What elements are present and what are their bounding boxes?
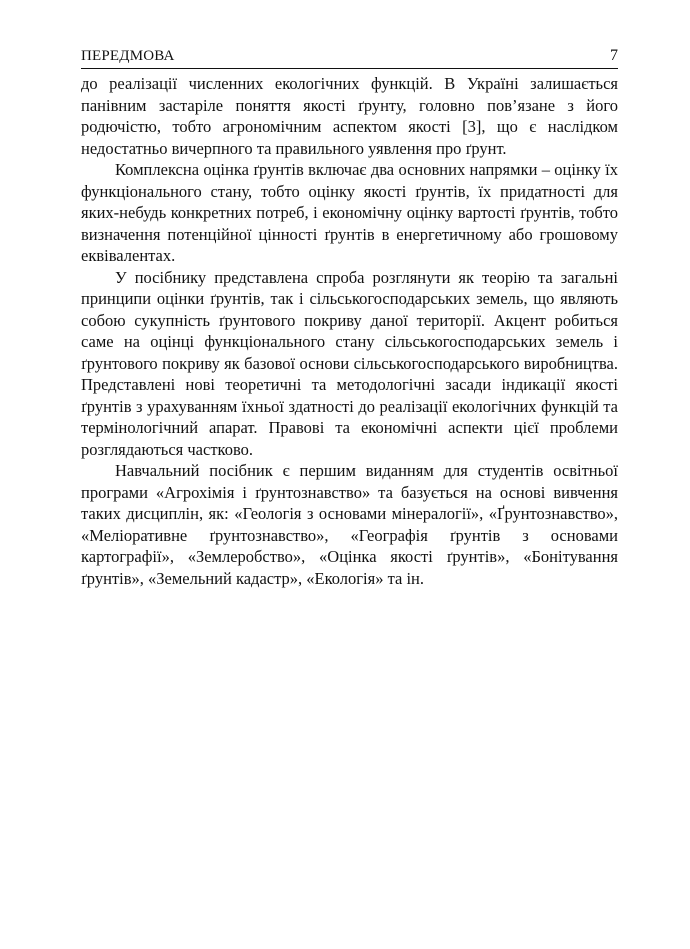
paragraph-continuation: до реалізації численних екологічних функцій. В Україні залишається панівним застаріле поняття якості ґрунту, головно пов’язане з його родючістю, тобто агрономічним аспектом якості [3], що є наслідком недостатньо вичерпного та правильного уявлення про ґрунт. <box>81 74 618 158</box>
paragraph-course-basis: Навчальний посібник є першим виданням для студентів освітньої програми «Агрохімія і ґрунтознавство» та базується на основі вивчення таких дисциплін, як: «Геологія з основами мінералогії», «Ґрунтознавство», «Меліоративне ґрунтознавство», «Географія ґрунтів з основами картографії», «Землеробство», «Оцінка якості ґрунтів», «Бонітування ґрунтів», «Земельний кадастр», «Екологія» та ін. <box>81 461 618 588</box>
page-number: 7 <box>610 47 618 64</box>
section-title: ПЕРЕДМОВА <box>81 48 175 64</box>
body-text <box>81 73 618 589</box>
paragraph-assessment: Комплексна оцінка ґрунтів включає два основних напрямки – оцінку їх функціонального стану, тобто оцінку якості ґрунтів, їх придатності для яких-небудь конкретних потреб, і економічну оцінку вартості ґрунтів, тобто визначення потенційної цінності ґрунтів в енергетичному або грошовому еквівалентах. <box>81 160 618 265</box>
paragraph-manual-scope: У посібнику представлена спроба розглянути як теорію та загальні принципи оцінки ґрунтів, так і сільськогосподарських земель, що являють собою сукупність ґрунтового покриву даної території. Акцент робиться саме на оцінці функціонального стану сільськогосподарських земель і ґрунтового покриву як базової основи сільськогосподарського виробництва. Представлені нові теоретичні та методологічні засади індикації якості ґрунтів з урахуванням їхньої здатності до реалізації екологічних функцій та термінологічний апарат. Правові та економічні аспекти цієї проблеми розглядаються частково. <box>81 267 618 459</box>
running-header <box>81 46 618 69</box>
